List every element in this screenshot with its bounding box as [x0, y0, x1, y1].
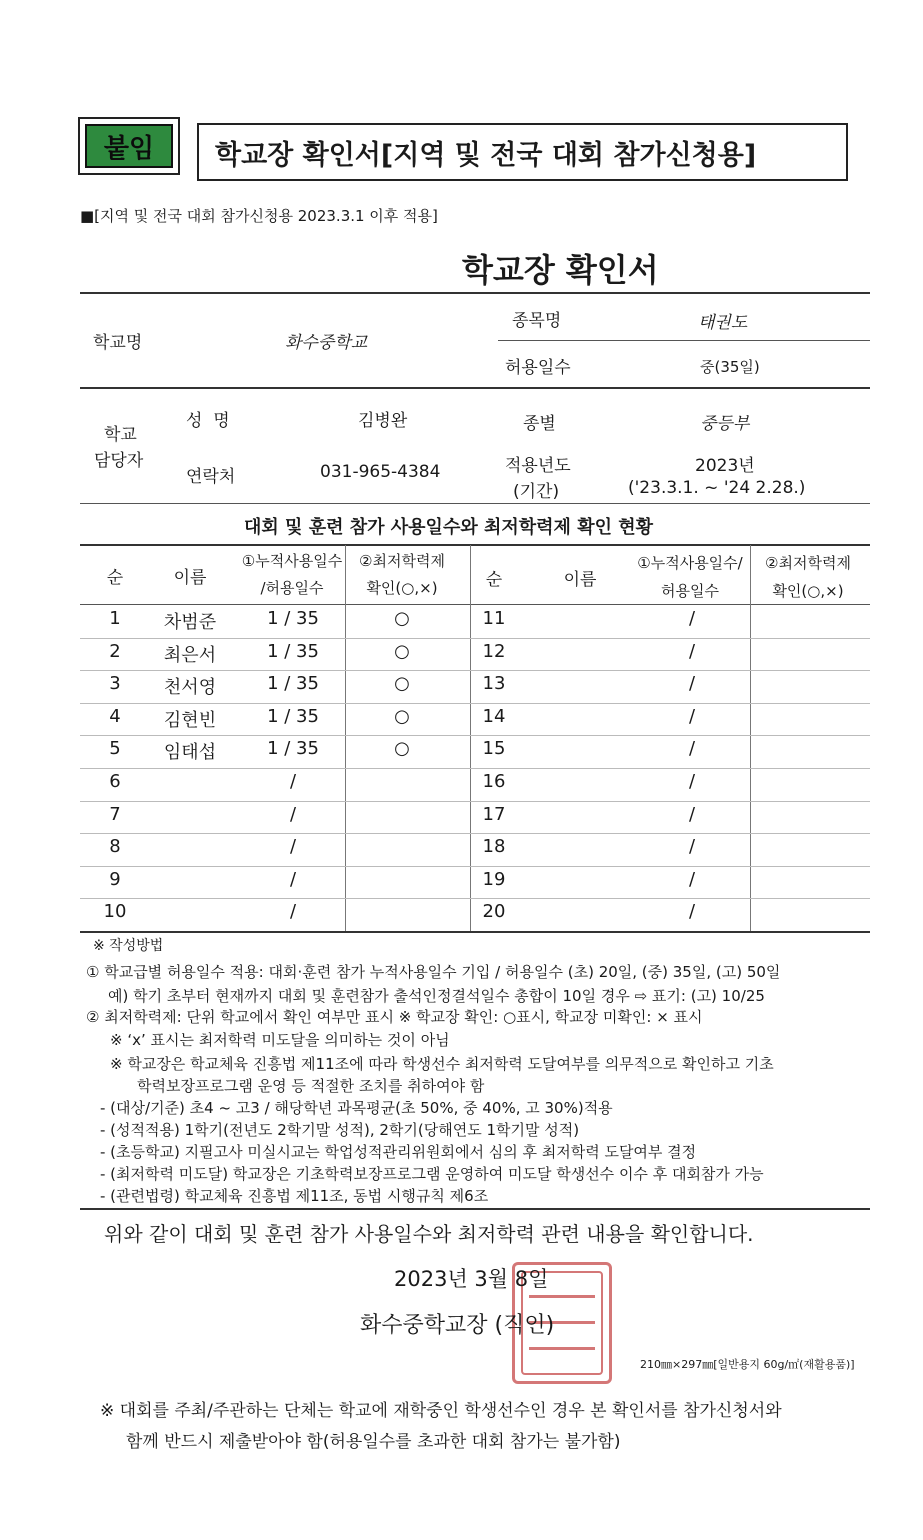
instruction-line: - (대상/기준) 초4 ~ 고3 / 해당학년 과목평균(초 50%, 중 40%, 고 30%)적용: [100, 1099, 613, 1117]
row-number: 18: [482, 836, 506, 857]
manager-label-line2: 담당자: [94, 451, 144, 471]
table-row-divider: [80, 735, 870, 736]
row-number: 8: [109, 836, 121, 857]
instruction-line: ※ 학교장은 학교체육 진흥법 제11조에 따라 학생선수 최저학력 도달여부를 의무적으로 확인하고 기초: [110, 1055, 774, 1073]
days-used: /: [688, 869, 696, 890]
student-name: 천서영: [163, 677, 217, 698]
col-header-name: 이름: [173, 568, 207, 588]
row-number: 5: [109, 738, 121, 759]
days-used: 1 / 35: [267, 608, 319, 629]
instruction-line: 학력보장프로그램 운영 등 적절한 조치를 취하여야 함: [137, 1077, 485, 1095]
min-academic-check: ○: [394, 706, 410, 727]
col-header-no-right: 순: [485, 570, 503, 590]
instruction-line: - (최저학력 미도달) 학교장은 기초학력보장프로그램 운영하여 미도달 학생선수 이수 후 대회참가 가능: [100, 1165, 764, 1183]
days-used: /: [289, 836, 297, 857]
attachment-tag-label: 붙임: [85, 124, 173, 168]
student-name: 차범준: [163, 612, 217, 633]
document-header-title: 학교장 확인서[지역 및 전국 대회 참가신청용]: [197, 123, 848, 181]
table-row-divider: [80, 866, 870, 867]
col-header-days-line1: ①누적사용일수: [241, 552, 343, 570]
row-number: 6: [109, 771, 121, 792]
instruction-line: ② 최저학력제: 단위 학교에서 확인 여부만 표시 ※ 학교장 확인: ○표시, 학교장 미확인: × 표시: [86, 1008, 703, 1026]
row-number: 2: [109, 641, 121, 662]
manager-label-line1: 학교: [104, 425, 137, 445]
principal-signature-line: 화수중학교장 (직인): [360, 1313, 555, 1338]
days-used: /: [688, 836, 696, 857]
allowed-days-value: 중(35일): [700, 358, 760, 376]
period-label: (기간): [513, 482, 560, 502]
table-row-divider: [80, 703, 870, 704]
category-label: 종별: [523, 414, 556, 434]
days-used: /: [688, 608, 696, 629]
table-center-divider: [470, 545, 471, 931]
table-row-divider: [80, 670, 870, 671]
days-used: /: [688, 738, 696, 759]
divider: [80, 292, 870, 294]
days-used: /: [688, 901, 696, 922]
row-number: 15: [482, 738, 506, 759]
min-academic-check: ○: [394, 608, 410, 629]
scope-note: ■[지역 및 전국 대회 참가신청용 2023.3.1 이후 적용]: [80, 207, 438, 225]
days-used: /: [688, 804, 696, 825]
min-academic-check: ○: [394, 738, 410, 759]
row-number: 3: [109, 673, 121, 694]
student-name: 김현빈: [163, 710, 217, 731]
period-value: ('23.3.1. ~ '24 2.28.): [628, 478, 806, 498]
instruction-line: - (성적적용) 1학기(전년도 2학기말 성적), 2학기(당해연도 1학기말 성적): [100, 1121, 580, 1139]
min-academic-check: ○: [394, 641, 410, 662]
contact-label: 연락처: [186, 467, 236, 487]
table-top-border: [80, 544, 870, 546]
instruction-line: - (관련법령) 학교체육 진흥법 제11조, 동법 시행규칙 제6조: [100, 1187, 489, 1205]
sport-label: 종목명: [512, 311, 562, 331]
col-header-name-right: 이름: [563, 570, 597, 590]
min-academic-check: ○: [394, 673, 410, 694]
row-number: 10: [103, 901, 127, 922]
table-title: 대회 및 훈련 참가 사용일수와 최저학력제 확인 현황: [244, 517, 654, 538]
days-used: /: [289, 869, 297, 890]
school-name-label: 학교명: [93, 333, 143, 353]
divider: [80, 387, 870, 389]
instruction-line: 예) 학기 초부터 현재까지 대회 및 훈련참가 출석인정결석일수 총합이 10일 경우 ⇨ 표기: (고) 10/25: [108, 987, 765, 1005]
divider: [80, 503, 870, 504]
col-header-check-line1: ②최저학력제: [359, 552, 445, 570]
divider: [498, 340, 870, 341]
col-header-days-right-line1: ①누적사용일수/: [637, 554, 743, 572]
footer-note-line2: 함께 반드시 제출받아야 함(허용일수를 초과한 대회 참가는 불가함): [126, 1432, 621, 1452]
allowed-days-label: 허용일수: [505, 358, 571, 378]
table-bottom-border: [80, 931, 870, 933]
col-header-check-right-line1: ②최저학력제: [765, 554, 851, 572]
table-row-divider: [80, 638, 870, 639]
days-used: /: [289, 771, 297, 792]
row-number: 20: [482, 901, 506, 922]
row-number: 1: [109, 608, 121, 629]
days-used: 1 / 35: [267, 673, 319, 694]
col-header-check-line2: 확인(○,×): [366, 579, 438, 597]
footer-note-line1: ※ 대회를 주최/주관하는 단체는 학교에 재학중인 학생선수인 경우 본 확인서를 참가신청서와: [100, 1401, 782, 1421]
sport-value: 태권도: [698, 313, 748, 333]
row-number: 14: [482, 706, 506, 727]
table-row-divider: [80, 833, 870, 834]
table-row-divider: [80, 801, 870, 802]
col-header-no: 순: [106, 568, 124, 588]
days-used: /: [688, 771, 696, 792]
document-title: 학교장 확인서: [462, 251, 659, 289]
instruction-line: - (초등학교) 지필고사 미실시교는 학업성적관리위원회에서 심의 후 최저학력 도달여부 결정: [100, 1143, 697, 1161]
days-used: /: [688, 673, 696, 694]
row-number: 16: [482, 771, 506, 792]
student-name: 임태섭: [163, 742, 217, 763]
days-used: /: [289, 901, 297, 922]
row-number: 17: [482, 804, 506, 825]
school-name-value: 화수중학교: [285, 333, 368, 353]
row-number: 7: [109, 804, 121, 825]
category-value: 중등부: [700, 414, 750, 434]
col-header-days-right-line2: 허용일수: [661, 582, 719, 600]
row-number: 9: [109, 869, 121, 890]
manager-name-value: 김병완: [358, 411, 408, 431]
col-header-days-line2: /허용일수: [260, 579, 324, 597]
paper-spec: 210㎜×297㎜[일반용지 60g/㎡(재활용품)]: [640, 1358, 855, 1371]
row-number: 13: [482, 673, 506, 694]
year-label: 적용년도: [505, 456, 571, 476]
year-value: 2023년: [695, 456, 755, 476]
row-number: 19: [482, 869, 506, 890]
row-number: 11: [482, 608, 506, 629]
days-used: 1 / 35: [267, 641, 319, 662]
table-row-divider: [80, 898, 870, 899]
days-used: /: [688, 706, 696, 727]
confirm-statement: 위와 같이 대회 및 훈련 참가 사용일수와 최저학력 관련 내용을 확인합니다.: [104, 1222, 754, 1246]
table-header-border: [80, 604, 870, 605]
table-column-divider: [750, 545, 751, 931]
days-used: /: [289, 804, 297, 825]
manager-name-label: 성 명: [186, 411, 230, 431]
student-name: 최은서: [163, 645, 217, 666]
instruction-line: ① 학교급별 허용일수 적용: 대회·훈련 참가 누적사용일수 기입 / 허용일수 (초) 20일, (중) 35일, (고) 50일: [86, 963, 781, 981]
col-header-check-right-line2: 확인(○,×): [772, 582, 844, 600]
attachment-tag: [78, 117, 180, 175]
divider: [80, 1208, 870, 1210]
contact-value: 031-965-4384: [320, 462, 441, 482]
table-row-divider: [80, 768, 870, 769]
days-used: 1 / 35: [267, 738, 319, 759]
days-used: /: [688, 641, 696, 662]
table-column-divider: [345, 545, 346, 931]
row-number: 12: [482, 641, 506, 662]
instructions-heading: ※ 작성방법: [93, 938, 164, 954]
row-number: 4: [109, 706, 121, 727]
instruction-line: ※ ‘x’ 표시는 최저학력 미도달을 의미하는 것이 아님: [110, 1031, 450, 1049]
issue-date: 2023년 3월 8일: [394, 1267, 549, 1291]
days-used: 1 / 35: [267, 706, 319, 727]
